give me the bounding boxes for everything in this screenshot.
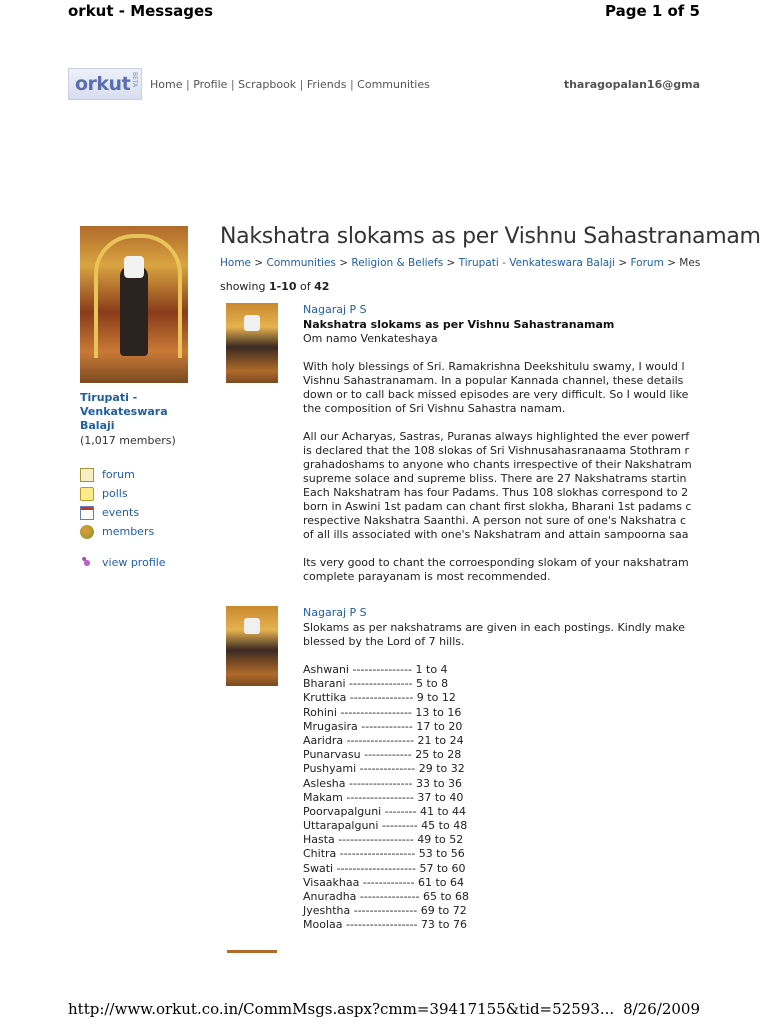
profile-icon [80,556,94,570]
list-item: Rohini ------------------ 13 to 16 [303,705,462,719]
list-item: Jyeshtha ---------------- 69 to 72 [303,904,467,918]
showing-range: 1-10 [268,280,297,293]
next-post-avatar [227,950,277,953]
text-line: grahadoshams to anyone who chants irrespective of their Nakshatram [303,458,692,471]
breadcrumb-community[interactable]: Tirupati - Venkateswara Balaji [458,257,616,269]
list-item: Hasta ------------------- 49 to 52 [303,833,464,847]
community-menu [80,465,200,572]
message-post [220,303,700,584]
list-item: Makam ----------------- 37 to 40 [303,790,464,804]
text-line: Vishnu Sahastranamam. In a popular Kannada channel, these details [303,374,684,387]
menu-item-forum[interactable] [80,465,200,484]
menu-item-label: polls [102,487,128,500]
events-icon [80,506,94,520]
breadcrumb-current: Mes [679,257,701,269]
breadcrumb-forum[interactable]: Forum [630,257,664,269]
list-item: Chitra ------------------- 53 to 56 [303,847,465,861]
forum-icon [80,468,94,482]
nav-scrapbook[interactable]: Scrapbook [238,78,297,91]
nav-home[interactable]: Home [150,78,183,91]
showing-of: of [299,280,311,293]
polls-icon [80,487,94,501]
view-profile-label: view profile [102,556,166,569]
post-paragraph [303,360,700,416]
menu-item-label: forum [102,468,135,481]
topic-main [220,224,761,933]
page-title: Nakshatra slokams as per Vishnu Sahastranamam [220,224,761,249]
text-line: Slokams as per nakshatrams are given in each postings. Kindly make [303,621,686,634]
text-line: is declared that the 108 slokas of Sri Vishnusahasranaama Stothram r [303,444,689,457]
post-author[interactable]: Nagaraj P S [303,606,367,619]
text-line: blessed by the Lord of 7 hills. [303,635,465,648]
nakshatra-list [303,663,700,933]
post-paragraph [303,556,700,584]
print-page-number: Page 1 of 5 [605,2,700,20]
text-line: born in Aswini 1st padam can chant first slokha, Bharani 1st padams c [303,500,692,513]
user-email[interactable]: tharagopalan16@gma [563,78,700,91]
text-line: respective Nakshatra Saanthi. A person not sure of one's Nakshatra c [303,514,687,527]
list-item: Mrugasira ------------- 17 to 20 [303,719,463,733]
print-footer-url: http://www.orkut.co.in/CommMsgs.aspx?cmm=39417155&tid=52593... [68,1000,615,1018]
menu-item-events[interactable] [80,503,200,522]
list-item: Anuradha --------------- 65 to 68 [303,890,469,903]
avatar[interactable] [226,606,278,686]
menu-item-members[interactable] [80,522,200,541]
text-line: supreme solace and supreme bliss. There are 27 Nakshatrams startin [303,472,687,485]
pagination-status [220,280,700,293]
list-item: Aslesha ---------------- 33 to 36 [303,776,463,790]
list-item: Bharani ---------------- 5 to 8 [303,677,449,691]
menu-item-label: events [102,506,140,519]
nav-communities[interactable]: Communities [357,78,430,91]
community-members-count: (1,017 members) [80,434,176,447]
message-post [220,606,700,933]
text-line: Its very good to chant the corroesponding slokam of your nakshatram [303,556,689,569]
orkut-logo[interactable] [68,68,142,100]
text-line: All our Acharyas, Sastras, Puranas always highlighted the ever powerf [303,430,690,443]
list-item: Punarvasu ------------ 25 to 28 [303,748,462,762]
community-sidebar [80,226,200,572]
top-nav: Home | Profile | Scrapbook | Friends | Communities [150,78,430,91]
text-line: complete parayanam is most recommended. [303,570,551,583]
text-line: down or to call back missed episodes are very difficult. So I would like [303,388,689,401]
community-name[interactable]: Tirupati - Venkateswara Balaji [80,391,168,432]
list-item: Pushyami -------------- 29 to 32 [303,762,465,776]
nav-friends[interactable]: Friends [306,78,347,91]
showing-total: 42 [314,280,330,293]
top-bar [68,68,700,102]
list-item: Uttarapalguni --------- 45 to 48 [303,819,468,833]
list-item: Visaakhaa ------------- 61 to 64 [303,875,464,889]
post-subject: Nakshatra slokams as per Vishnu Sahastranamam [303,318,615,331]
menu-item-polls[interactable] [80,484,200,503]
breadcrumb-home[interactable]: Home [220,257,252,269]
breadcrumb: Home > Communities > Religion & Beliefs > Tirupati - Venkateswara Balaji > Forum > Mes [220,257,701,269]
list-item: Kruttika ---------------- 9 to 12 [303,691,456,705]
print-footer-date: 8/26/2009 [623,1000,700,1018]
text-line: Each Nakshatram has four Padams. Thus 108 slokhas correspond to 2 [303,486,689,499]
breadcrumb-communities[interactable]: Communities [266,257,336,269]
post-greeting: Om namo Venkateshaya [303,332,438,345]
menu-item-label: members [102,525,155,538]
list-item: Moolaa ------------------ 73 to 76 [303,918,467,932]
post-paragraph [303,430,700,542]
print-header-title: orkut - Messages [68,2,214,20]
members-icon [80,525,94,539]
text-line: With holy blessings of Sri. Ramakrishna Deekshitulu swamy, I would l [303,360,685,373]
nav-profile[interactable]: Profile [193,78,228,91]
text-line: of all ills associated with one's Nakshatram and attain sampoorna saa [303,528,689,541]
list-item: Swati -------------------- 57 to 60 [303,861,466,875]
list-item: Aaridra ----------------- 21 to 24 [303,733,464,747]
avatar[interactable] [226,303,278,383]
breadcrumb-category[interactable]: Religion & Beliefs [351,257,444,269]
view-profile-link[interactable] [80,553,200,572]
community-photo[interactable] [80,226,188,383]
list-item: Poorvapalguni -------- 41 to 44 [303,804,467,818]
logo-text: orkut [75,73,131,95]
post-author[interactable]: Nagaraj P S [303,303,367,316]
showing-prefix: showing [220,280,266,293]
beta-badge: BETA [131,72,138,88]
list-item: Ashwani --------------- 1 to 4 [303,663,448,676]
text-line: the composition of Sri Vishnu Sahastra namam. [303,402,566,415]
